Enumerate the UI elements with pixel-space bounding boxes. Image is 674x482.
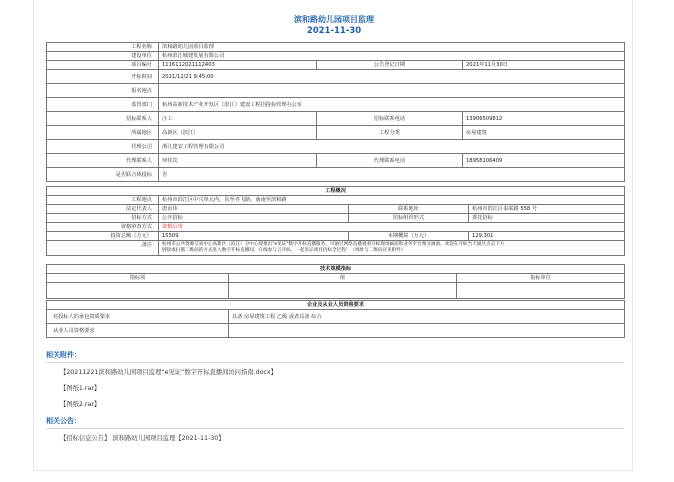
contact-value: 汪工 xyxy=(159,112,317,126)
contact-label: 招标联系人 xyxy=(47,112,159,126)
attachment-link-drawing-1[interactable]: 【图纸1.rar】 xyxy=(60,385,101,392)
qualification-table xyxy=(46,300,625,338)
builder-value: 杭州滨江城建发展有限公司 xyxy=(159,52,625,61)
attachments-title: 相关附件： xyxy=(46,351,81,359)
budget-value: 129.301 xyxy=(469,232,625,241)
agent-value: 浙江建安工程管理有限公司 xyxy=(159,140,625,154)
region-label: 所属地区 xyxy=(47,126,159,140)
remark-line-2: 链接或扫描二维码的方式进入数字开标直播间，在线参与云开标。一起见证项目招标全过程！（网址与二维码详见附件） xyxy=(162,248,406,253)
contact-phone-label: 招标联系电话 xyxy=(317,112,463,126)
document-page xyxy=(33,0,633,470)
req1-label: 对投标人的承包资质要求 xyxy=(47,310,229,324)
legal-label: 法定代表人 xyxy=(47,205,159,214)
register-place-value xyxy=(159,84,625,98)
agent-phone-label: 代理联系电话 xyxy=(317,154,463,168)
address-value: 杭州市滨江区泰联路 558 号 xyxy=(469,205,625,214)
req2-label: 从业人员资格要求 xyxy=(47,324,229,338)
pub-date-value: 2021年11月30日 xyxy=(463,61,625,70)
tech-col-value: 值 xyxy=(229,274,457,283)
announcements-divider xyxy=(46,428,624,429)
attachments-divider xyxy=(46,362,624,363)
attachment-link-guide[interactable]: 【20211221滨和路幼儿园项目监理“e见证”数字开标直播间访问指南.docx】 xyxy=(60,369,277,376)
project-name-label: 工程名称 xyxy=(47,43,159,52)
qual-req-title: 企业及从业人员资格要求 xyxy=(47,301,625,310)
builder-label: 建设单位 xyxy=(47,52,159,61)
location-label: 工程地点 xyxy=(47,196,159,205)
region-value: 高新区（滨江） xyxy=(159,126,317,140)
tech-empty-cell xyxy=(47,283,229,299)
org-form-value: 委托招标 xyxy=(469,214,625,223)
budget-label: 本期概算（万元） xyxy=(349,232,469,241)
supervisor-label: 监管部门 xyxy=(47,98,159,112)
overview-title: 工程概况 xyxy=(47,187,625,196)
page-title: 滨和路幼儿园项目监理 xyxy=(294,15,374,24)
tech-title: 技术规模指标 xyxy=(47,265,625,274)
tech-col-item: 指标项 xyxy=(47,274,229,283)
union-value: 否 xyxy=(159,168,625,182)
req2-value xyxy=(229,324,625,338)
basic-info-table xyxy=(46,42,625,182)
agent-contact-value: 何佳宾 xyxy=(159,154,317,168)
agent-contact-label: 代理联系人 xyxy=(47,154,159,168)
contact-phone-value: 13906509812 xyxy=(463,112,625,126)
req1-value: 具备 房屋建筑工程 乙级 或者具备 综合 xyxy=(229,310,625,324)
remark-label: 备注 xyxy=(47,241,159,256)
remark-line-1: 杭州市公共资源交易中心高新区（滨江）分中心现推出"e见证"数字开标直播服务，可通过网络直播观看开标现场画面和业务平台图文画面。欢迎在开标当天通过点击下方 xyxy=(162,241,505,247)
category-label: 工程分类 xyxy=(317,126,463,140)
tech-col-unit: 指标单位 xyxy=(457,274,625,283)
invest-value: 15509 xyxy=(159,232,349,241)
announcements-title: 相关公告： xyxy=(46,417,81,425)
union-label: 是否联合体投标 xyxy=(47,168,159,182)
tech-table xyxy=(46,264,625,299)
project-no-label: 项目编号 xyxy=(47,61,159,70)
qual-label: 资格审查方式 xyxy=(47,223,159,232)
project-no-value: 1116112021112403 xyxy=(159,61,317,70)
supervisor-value: 杭州高新技术产业开发区（滨江）建设工程招投标管理办公室 xyxy=(159,98,625,112)
project-name-value: 滨和路幼儿园项目监理 xyxy=(159,43,625,52)
address-label: 联系地址 xyxy=(349,205,469,214)
invest-label: 投资总额（万元） xyxy=(47,232,159,241)
org-form-label: 招标组织形式 xyxy=(349,214,469,223)
overview-table xyxy=(46,186,625,256)
location-value: 杭州市滨江区中兴单元内，东至齐飞路，南南至滨和路 xyxy=(159,196,625,205)
announcement-link[interactable]: 【招标信息公告】 滨和路幼儿园项目监理【2021-11-30】 xyxy=(60,435,225,442)
page-bottom-border xyxy=(33,470,633,471)
bid-method-label: 招标方式 xyxy=(47,214,159,223)
page-date: 2021-11-30 xyxy=(306,26,362,36)
agent-phone-value: 18958106409 xyxy=(463,154,625,168)
category-value: 房屋建筑 xyxy=(463,126,625,140)
open-time-value: 2021/12/21 9:45:00 xyxy=(159,70,625,84)
agent-label: 代理公司 xyxy=(47,140,159,154)
bid-method-value: 公开招标 xyxy=(159,214,349,223)
qual-value: 资格后审 xyxy=(159,223,625,232)
open-time-label: 开标时间 xyxy=(47,70,159,84)
tech-empty-cell xyxy=(229,283,457,299)
attachment-link-drawing-2[interactable]: 【图纸2.rar】 xyxy=(60,401,101,408)
legal-value: 唐贞伟 xyxy=(159,205,349,214)
register-place-label: 报名地点 xyxy=(47,84,159,98)
pub-date-label: 公告登记日期 xyxy=(317,61,463,70)
tech-empty-cell xyxy=(457,283,625,299)
remark-value xyxy=(159,241,625,256)
